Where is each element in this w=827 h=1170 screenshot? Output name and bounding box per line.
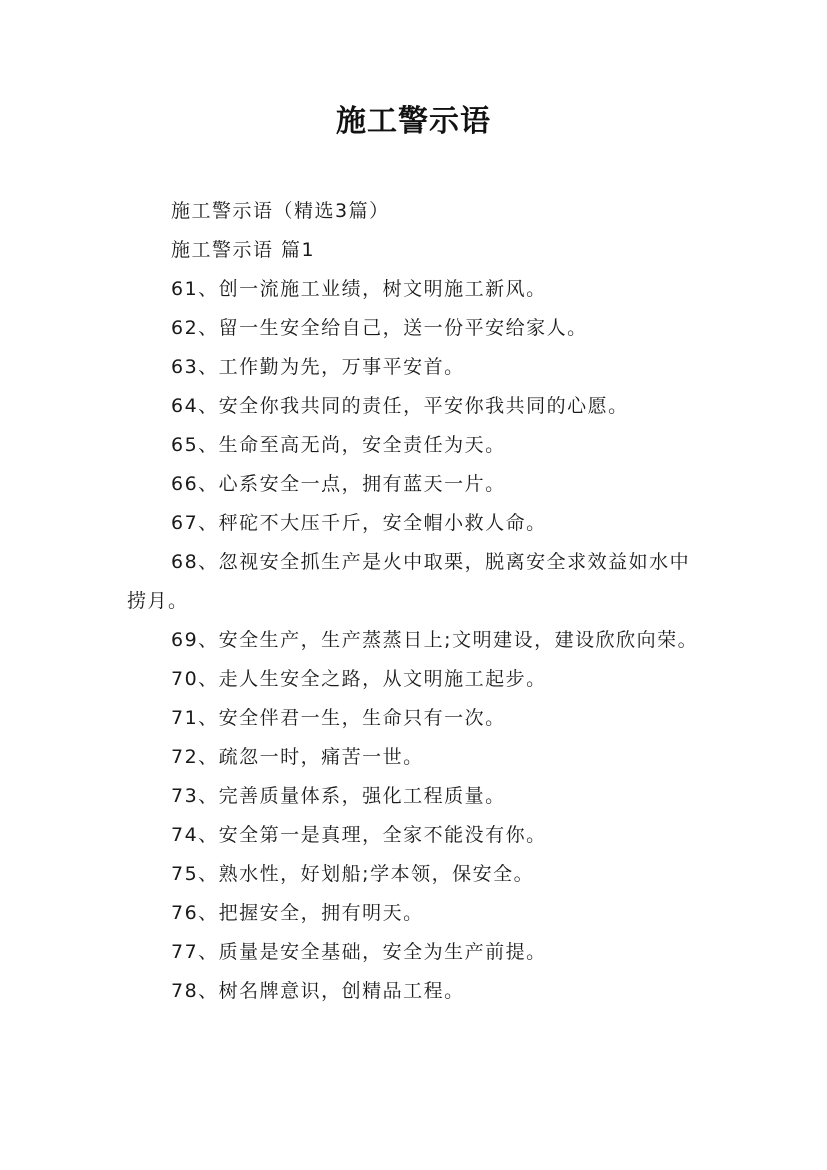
paragraph-section-heading: 施工警示语 篇1 <box>171 239 316 261</box>
paragraph-item: 75、熟水性，好划船;学本领，保安全。 <box>171 863 535 885</box>
paragraph-item: 66、心系安全一点，拥有蓝天一片。 <box>171 473 506 495</box>
paragraph-item: 77、质量是安全基础，安全为生产前提。 <box>171 941 547 963</box>
paragraph-item: 70、走人生安全之路，从文明施工起步。 <box>171 668 547 690</box>
paragraph-item: 74、安全第一是真理，全家不能没有你。 <box>171 824 547 846</box>
paragraph-item: 76、把握安全，拥有明天。 <box>171 902 424 924</box>
paragraph-item: 63、工作勤为先，万事平安首。 <box>171 356 465 378</box>
paragraph-item: 65、生命至高无尚，安全责任为天。 <box>171 434 506 456</box>
paragraph-item: 72、疏忽一时，痛苦一世。 <box>171 746 424 768</box>
paragraph-item: 69、安全生产，生产蒸蒸日上;文明建设，建设欣欣向荣。 <box>171 629 699 651</box>
document-body <box>127 192 707 1011</box>
paragraph-intro: 施工警示语（精选3篇） <box>171 200 390 222</box>
paragraph-item: 73、完善质量体系，强化工程质量。 <box>171 785 506 807</box>
paragraph-item: 68、忽视安全抓生产是火中取栗，脱离安全求效益如水中捞月。 <box>127 551 691 612</box>
paragraph-item: 78、树名牌意识，创精品工程。 <box>171 980 465 1002</box>
paragraph-item: 64、安全你我共同的责任，平安你我共同的心愿。 <box>171 395 629 417</box>
document-title: 施工警示语 <box>336 104 491 139</box>
paragraph-item: 61、创一流施工业绩，树文明施工新风。 <box>171 278 547 300</box>
paragraph-item: 67、秤砣不大压千斤，安全帽小救人命。 <box>171 512 547 534</box>
paragraph-item: 71、安全伴君一生，生命只有一次。 <box>171 707 506 729</box>
paragraph-item: 62、留一生安全给自己，送一份平安给家人。 <box>171 317 588 339</box>
